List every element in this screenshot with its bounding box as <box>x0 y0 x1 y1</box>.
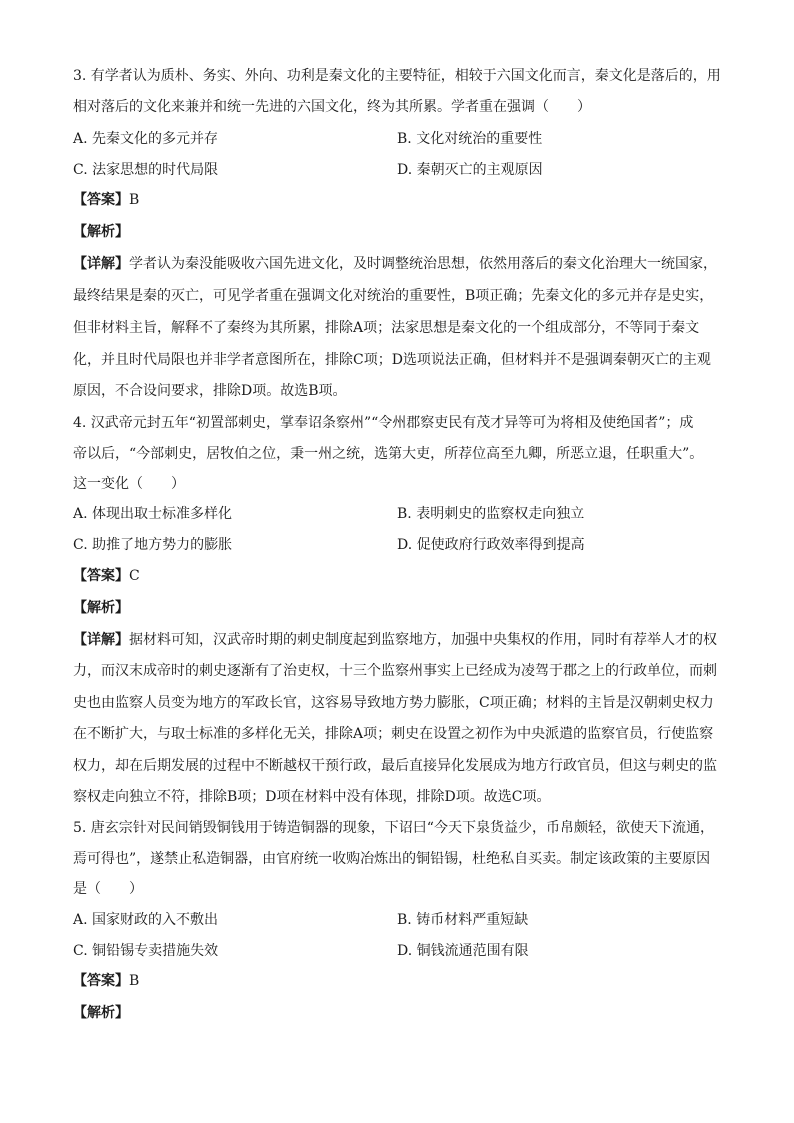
detail-tag: 【详解】 <box>73 256 129 272</box>
answer-tag: 【答案】 <box>73 192 129 208</box>
q5-stem-line-2: 焉可得也”，遂禁止私造铜器，由官府统一收购冶炼出的铜铅锡，杜绝私自买卖。制定该政策的主要原因 <box>73 851 711 867</box>
q3-analysis-tag: 【解析】 <box>73 224 129 240</box>
q4-stem-line-2: 帝以后，“今部刺史，居牧伯之位，秉一州之统，选第大吏，所荐位高至九卿，所恶立退，任职重大”。 <box>73 446 704 462</box>
q4-detail-line-4: 在不断扩大，与取士标准的多样化无关，排除A项；刺史在设置之初作为中央派遣的监察官员，行使监察 <box>73 726 714 742</box>
q4-detail-line-5: 权力，却在后期发展的过程中不断越权干预行政，最后直接异化发展成为地方行政官员，但这与刺史的监 <box>73 758 717 774</box>
q4-detail-line-1 <box>73 630 733 650</box>
detail-tag: 【详解】 <box>73 632 129 648</box>
q3-detail-line-2: 最终结果是秦的灭亡，可见学者重在强调文化对统治的重要性，B项正确；先秦文化的多元并存是史实， <box>73 288 714 304</box>
q5-option-a: A. 国家财政的入不敷出 <box>73 912 219 928</box>
answer-tag: 【答案】 <box>73 568 129 584</box>
answer-value: B <box>129 192 140 208</box>
q4-stem-line-1: 4. 汉武帝元封五年“初置部刺史，掌奉诏条察州”“令州郡察吏民有茂才异等可为将相及使绝国者”；成 <box>73 415 694 431</box>
q3-option-a: A. 先秦文化的多元并存 <box>73 131 219 147</box>
q3-answer <box>73 190 733 210</box>
q4-detail-line-6: 察权走向独立不符，排除B项；D项在材料中没有体现，排除D项。故选C项。 <box>73 789 551 805</box>
q4-option-a: A. 体现出取士标准多样化 <box>73 506 233 522</box>
q4-option-c: C. 助推了地方势力的膨胀 <box>73 537 233 553</box>
q4-option-d: D. 促使政府行政效率得到提高 <box>397 537 585 553</box>
q4-answer <box>73 566 733 586</box>
q3-detail-line-4: 化，并且时代局限也并非学者意图所在，排除C项；D选项说法正确，但材料并不是强调秦朝灭亡的主观 <box>73 352 711 368</box>
q5-analysis-tag: 【解析】 <box>73 1005 129 1021</box>
q3-stem-line-2: 相对落后的文化来兼并和统一先进的六国文化，终为其所累。学者重在强调（ ） <box>73 99 591 115</box>
q4-stem-line-3: 这一变化（ ） <box>73 476 185 492</box>
detail-text: 学者认为秦没能吸收六国先进文化，及时调整统治思想，依然用落后的秦文化治理大一统国家， <box>129 256 717 272</box>
q3-detail-line-5: 原因，不合设问要求，排除D项。故选B项。 <box>73 383 347 399</box>
answer-value: C <box>129 568 140 584</box>
q4-detail-line-2: 力，而汉末成帝时的刺史逐渐有了治吏权，十三个监察州事实上已经成为凌驾于郡之上的行政单位，而刺 <box>73 663 717 679</box>
q4-analysis-tag: 【解析】 <box>73 600 129 616</box>
q3-stem-line-1: 3. 有学者认为质朴、务实、外向、功利是秦文化的主要特征，相较于六国文化而言，秦文化是落后的，用 <box>73 68 721 84</box>
q3-option-d: D. 秦朝灭亡的主观原因 <box>397 162 543 178</box>
q5-answer <box>73 971 733 991</box>
q5-option-d: D. 铜钱流通范围有限 <box>397 943 529 959</box>
q5-stem-line-1: 5. 唐玄宗针对民间销毁铜钱用于铸造铜器的现象，下诏曰“今天下泉货益少，币帛颇轻，欲使天下流通， <box>73 820 714 836</box>
q5-option-c: C. 铜铅锡专卖措施失效 <box>73 943 219 959</box>
q4-detail-line-3: 史也由监察人员变为地方的军政长官，这容易导致地方势力膨胀，C项正确；材料的主旨是汉朝刺史权力 <box>73 695 714 711</box>
q3-option-b: B. 文化对统治的重要性 <box>397 131 543 147</box>
answer-tag: 【答案】 <box>73 973 129 989</box>
q5-stem-line-3: 是（ ） <box>73 881 143 897</box>
q5-option-b: B. 铸币材料严重短缺 <box>397 912 529 928</box>
q4-option-b: B. 表明刺史的监察权走向独立 <box>397 506 585 522</box>
detail-text: 据材料可知，汉武帝时期的刺史制度起到监察地方，加强中央集权的作用，同时有荐举人才的权 <box>129 632 717 648</box>
q3-detail-line-1 <box>73 254 733 274</box>
q3-option-c: C. 法家思想的时代局限 <box>73 162 219 178</box>
q3-detail-line-3: 但非材料主旨，解释不了秦终为其所累，排除A项；法家思想是秦文化的一个组成部分，不等同于秦文 <box>73 320 700 336</box>
answer-value: B <box>129 973 140 989</box>
